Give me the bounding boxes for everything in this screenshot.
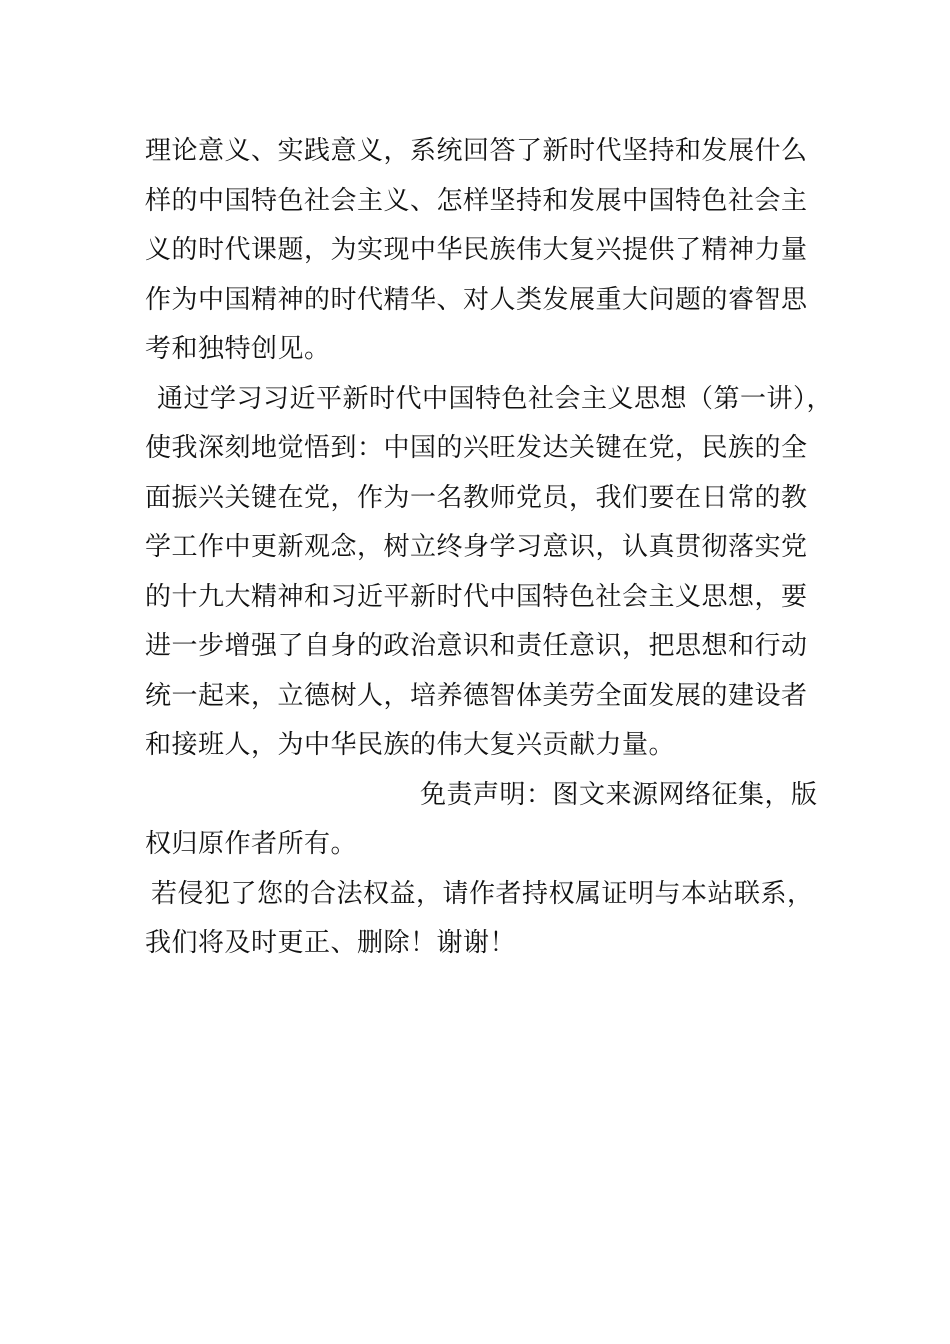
- paragraph-1: [145, 127, 810, 375]
- paragraph-2: [145, 375, 834, 771]
- disclaimer: [145, 771, 818, 969]
- paragraph-line: 进一步增强了自身的政治意识和责任意识，把思想和行动: [145, 631, 808, 661]
- disclaimer-line: 若侵犯了您的合法权益，请作者持权属证明与本站联系，: [151, 878, 814, 909]
- paragraph-line: 使我深刻地觉悟到：中国的兴旺发达关键在党，民族的全: [145, 433, 808, 463]
- paragraph-line: 统一起来，立德树人，培养德智体美劳全面发展的建设者: [145, 680, 808, 711]
- paragraph-line: 学工作中更新观念，树立终身学习意识，认真贯彻落实党: [145, 532, 808, 562]
- paragraph-line: 样的中国特色社会主义、怎样坚持和发展中国特色社会主: [145, 185, 808, 216]
- disclaimer-line: 免责声明：图文来源网络征集，版: [420, 779, 818, 810]
- paragraph-line: 通过学习习近平新时代中国特色社会主义思想（第一讲），: [157, 383, 834, 414]
- paragraph-line: 作为中国精神的时代精华、对人类发展重大问题的睿智思: [145, 284, 808, 315]
- document-body: [145, 127, 834, 969]
- paragraph-line: 面振兴关键在党，作为一名教师党员，我们要在日常的教: [145, 482, 808, 513]
- paragraph-line: 的十九大精神和习近平新时代中国特色社会主义思想，要: [145, 581, 808, 612]
- paragraph-line: 和接班人，为中华民族的伟大复兴贡献力量。: [145, 730, 676, 760]
- paragraph-line: 考和独特创见。: [145, 334, 331, 364]
- paragraph-line: 理论意义、实践意义，系统回答了新时代坚持和发展什么: [145, 136, 808, 166]
- paragraph-line: 义的时代课题，为实现中华民族伟大复兴提供了精神力量: [145, 235, 808, 265]
- disclaimer-line: 我们将及时更正、删除！谢谢！: [145, 928, 517, 958]
- disclaimer-line: 权归原作者所有。: [145, 829, 358, 859]
